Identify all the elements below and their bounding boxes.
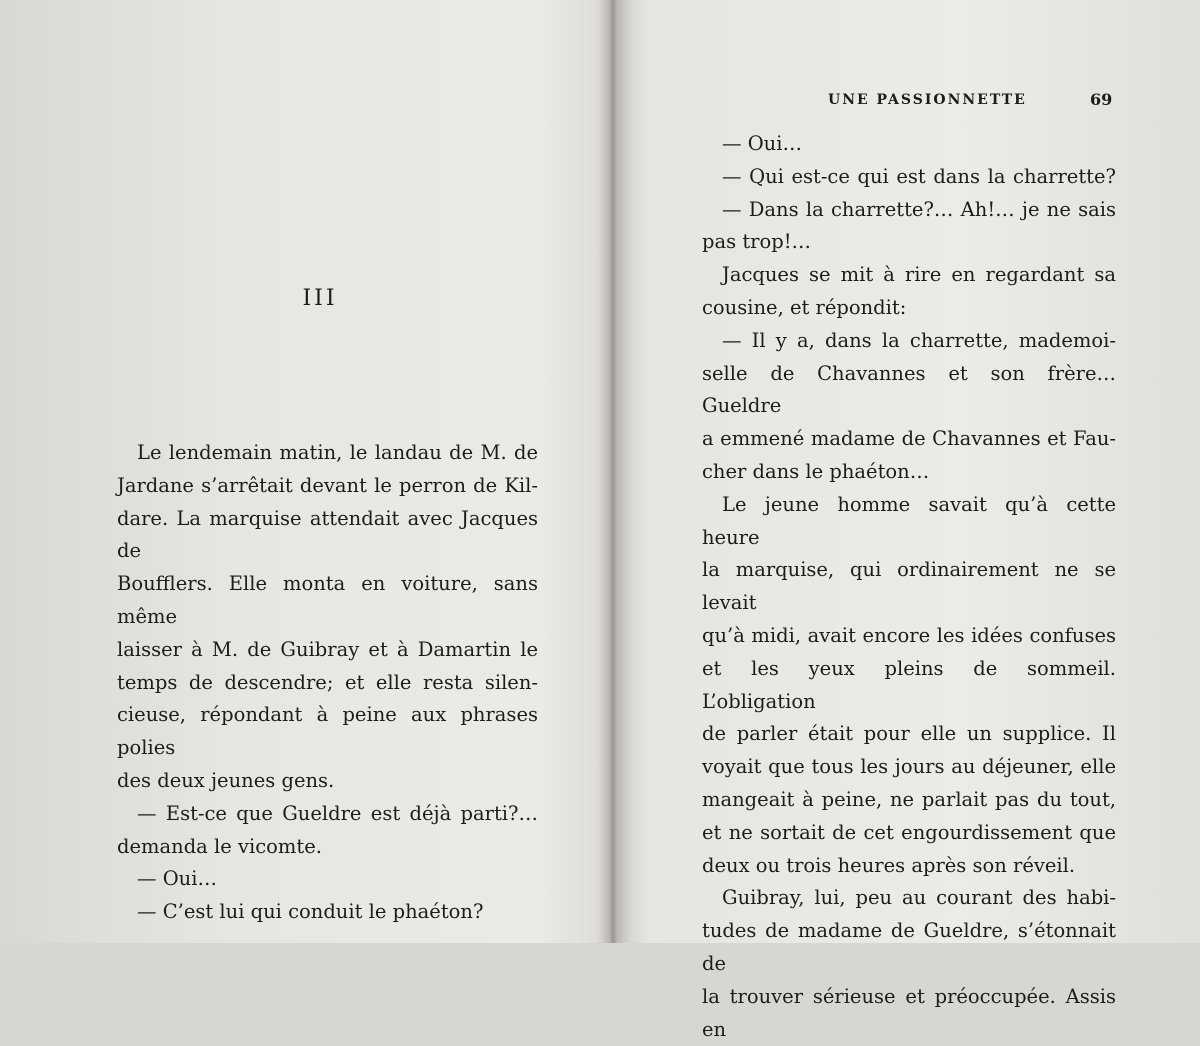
book-gutter [596,0,630,943]
text-line: selle de Chavannes et son frère… Gueldre [702,361,1116,418]
text-line: demanda le vicomte. [117,834,322,858]
text-line: cousine, et répondit: [702,295,907,319]
text-line: — Oui… [137,867,217,891]
page-number: 69 [1090,90,1113,109]
text-line: des deux jeunes gens. [117,768,335,792]
text-line: — Oui… [722,132,802,155]
running-head: UNE PASSIONNETTE [828,92,1027,108]
right-page [630,0,1200,1041]
text-line: — Qui est-ce qui est dans la charrette? [722,164,1116,188]
text-line: et les yeux pleins de sommeil. L’obligation [702,656,1116,713]
text-line: — Est-ce que Gueldre est déjà parti?… [137,801,538,825]
chapter-number: III [302,286,338,311]
text-line: cher dans le phaéton… [702,459,930,483]
text-line: a emmené madame de Chavannes et Fau- [702,427,1116,451]
right-page-text [702,128,1116,1046]
text-line: Jacques se mit à rire en regardant sa [722,263,1116,287]
left-page-text [117,437,538,929]
text-line: dare. La marquise attendait avec Jacques de [117,506,538,563]
text-line: deux ou trois heures après son réveil. [702,853,1076,877]
text-line: Le jeune homme savait qu’à cette heure [702,492,1116,549]
text-line: laisser à M. de Guibray et à Damartin le [117,637,538,661]
text-line: Boufflers. Elle monta en voiture, sans même [117,572,538,628]
text-line: — C’est lui qui conduit le phaéton? [137,900,484,924]
text-line: la marquise, qui ordinairement ne se levait [702,558,1116,615]
text-line: mangeait à peine, ne parlait pas du tout, [702,787,1116,811]
text-line: Guibray, lui, peu au courant des habi- [722,886,1116,910]
text-line: la trouver sérieuse et préoccupée. Assis en [702,984,1116,1041]
text-line: — Il y a, dans la charrette, mademoi- [722,328,1116,352]
text-line: — Dans la charrette?… Ah!… je ne sais [722,197,1116,221]
text-line: et ne sortait de cet engourdissement que [702,820,1116,844]
text-line: voyait que tous les jours au déjeuner, elle [702,755,1116,779]
text-line: cieuse, répondant à peine aux phrases polies [117,703,538,760]
left-page [0,0,600,943]
text-line: pas trop!… [702,230,812,254]
text-line: de parler était pour elle un supplice. Il [702,722,1116,746]
text-line: tudes de madame de Gueldre, s’étonnait de [702,919,1116,975]
text-line: temps de descendre; et elle resta silen- [117,670,538,694]
text-line: Le lendemain matin, le landau de M. de [137,441,538,464]
text-line: qu’à midi, avait encore les idées confuses [702,623,1116,647]
text-line: Jardane s’arrêtait devant le perron de Kil- [117,473,538,497]
